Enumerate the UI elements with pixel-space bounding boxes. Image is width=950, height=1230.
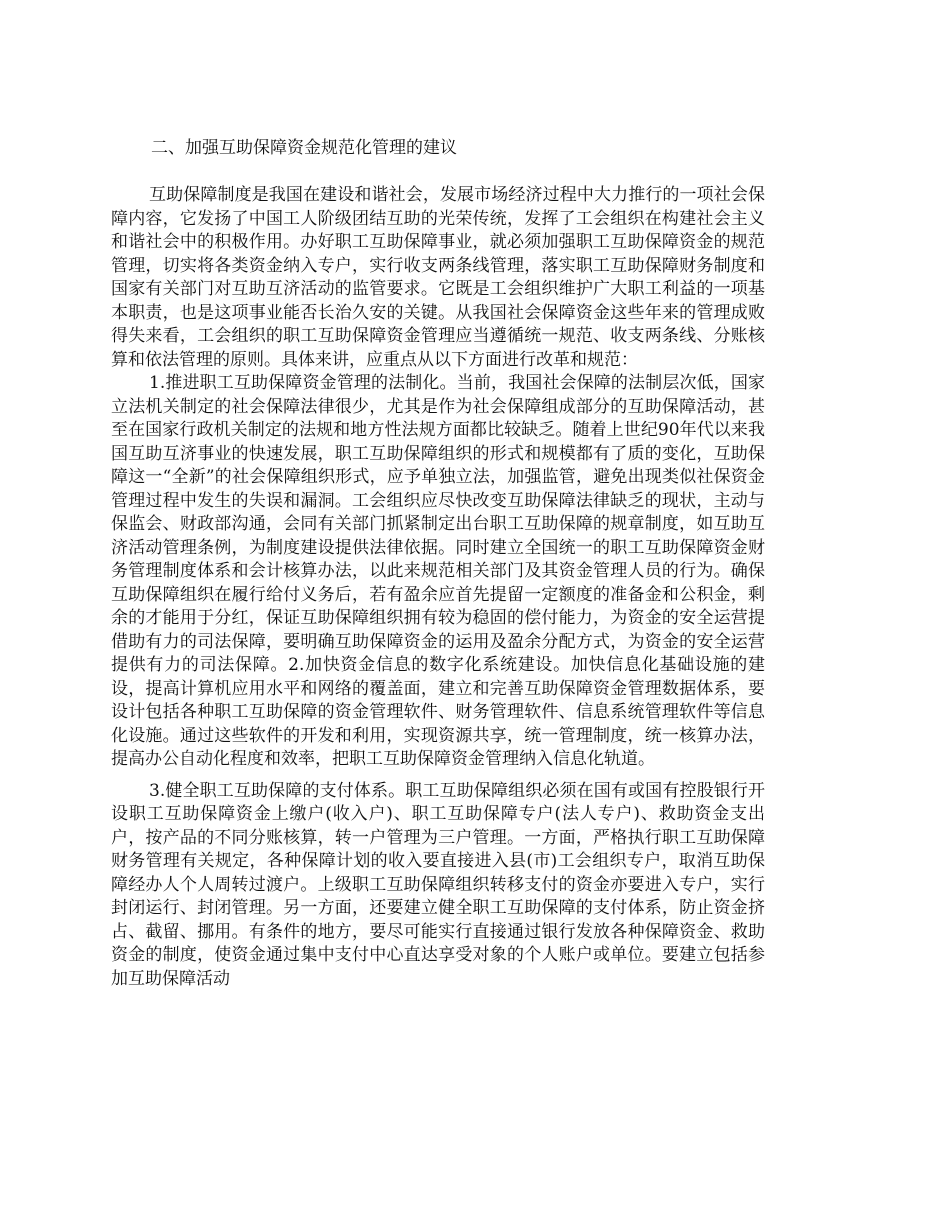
section-heading: 二、加强互助保障资金规范化管理的建议 xyxy=(151,138,457,158)
document-page xyxy=(111,134,765,991)
paragraph-legalization: 1.推进职工互助保障资金管理的法制化。当前，我国社会保障的法制层次低，国家立法机关制定的社会保障法律很少，尤其是作为社会保障组成部分的互助保障活动，甚至在国家行政机关制定的法规和地方性法规方面都比较缺乏。随着上世纪90年代以来我国互助互济事业的快速发展，职工互助保障组织的形式和规模都有了质的变化，互助保障这一“全新”的社会保障组织形式，应予单独立法，加强监管，避免出现类似社保资金管理过程中发生的失误和漏洞。工会组织应尽快改变互助保障法律缺乏的现状，主动与保监会、财政部沟通，会同有关部门抓紧制定出台职工互助保障的规章制度，如互助互济活动管理条例，为制度建设提供法律依据。同时建立全国统一的职工互助保障资金财务管理制度体系和会计核算办法，以此来规范相关部门及其资金管理人员的行为。确保互助保障组织在履行给付义务后，若有盈余应首先提留一定额度的准备金和公积金，剩余的才能用于分红，保证互助保障组织拥有较为稳固的偿付能力，为资金的安全运营提借助有力的司法保障，要明确互助保障资金的运用及盈余分配方式，为资金的安全运营提供有力的司法保障。2.加快资金信息的数字化系统建设。加快信息化基础设施的建设，提高计算机应用水平和网络的覆盖面，建立和完善互助保障资金管理数据体系，要设计包括各种职工互助保障的资金管理软件、财务管理软件、信息系统管理软件等信息化设施。通过这些软件的开发和利用，实现资源共享，统一管理制度，统一核算办法，提高办公自动化程度和效率，把职工互助保障资金管理纳入信息化轨道。 xyxy=(111,373,765,769)
paragraph-intro: 互助保障制度是我国在建设和谐社会，发展市场经济过程中大力推行的一项社会保障内容，它发扬了中国工人阶级团结互助的光荣传统，发挥了工会组织在构建社会主义和谐社会中的积极作用。办好职工互助保障事业，就必须加强职工互助保障资金的规范管理，切实将各类资金纳入专户，实行收支两条线管理，落实职工互助保障财务制度和国家有关部门对互助互济活动的监管要求。它既是工会组织维护广大职工利益的一项基本职责，也是这项事业能否长治久安的关键。从我国社会保障资金这些年来的管理成败得失来看，工会组织的职工互助保障资金管理应当遵循统一规范、收支两条线、分账核算和依法管理的原则。具体来讲，应重点从以下方面进行改革和规范： xyxy=(111,185,765,370)
paragraph-payment-system: 3.健全职工互助保障的支付体系。职工互助保障组织必须在国有或国有控股银行开设职工互助保障资金上缴户(收入户)、职工互助保障专户(法人专户)、救助资金支出户，按产品的不同分账核算，转一户管理为三户管理。一方面，严格执行职工互助保障财务管理有关规定，各种保障计划的收入要直接进入县(市)工会组织专户，取消互助保障经办人个人周转过渡户。上级职工互助保障组织转移支付的资金亦要进入专户，实行封闭运行、封闭管理。另一方面，还要建立健全职工互助保障的支付体系，防止资金挤占、截留、挪用。有条件的地方，要尽可能实行直接通过银行发放各种保障资金、救助资金的制度，使资金通过集中支付中心直达享受对象的个人账户或单位。要建立包括参加互助保障活动 xyxy=(111,780,765,989)
